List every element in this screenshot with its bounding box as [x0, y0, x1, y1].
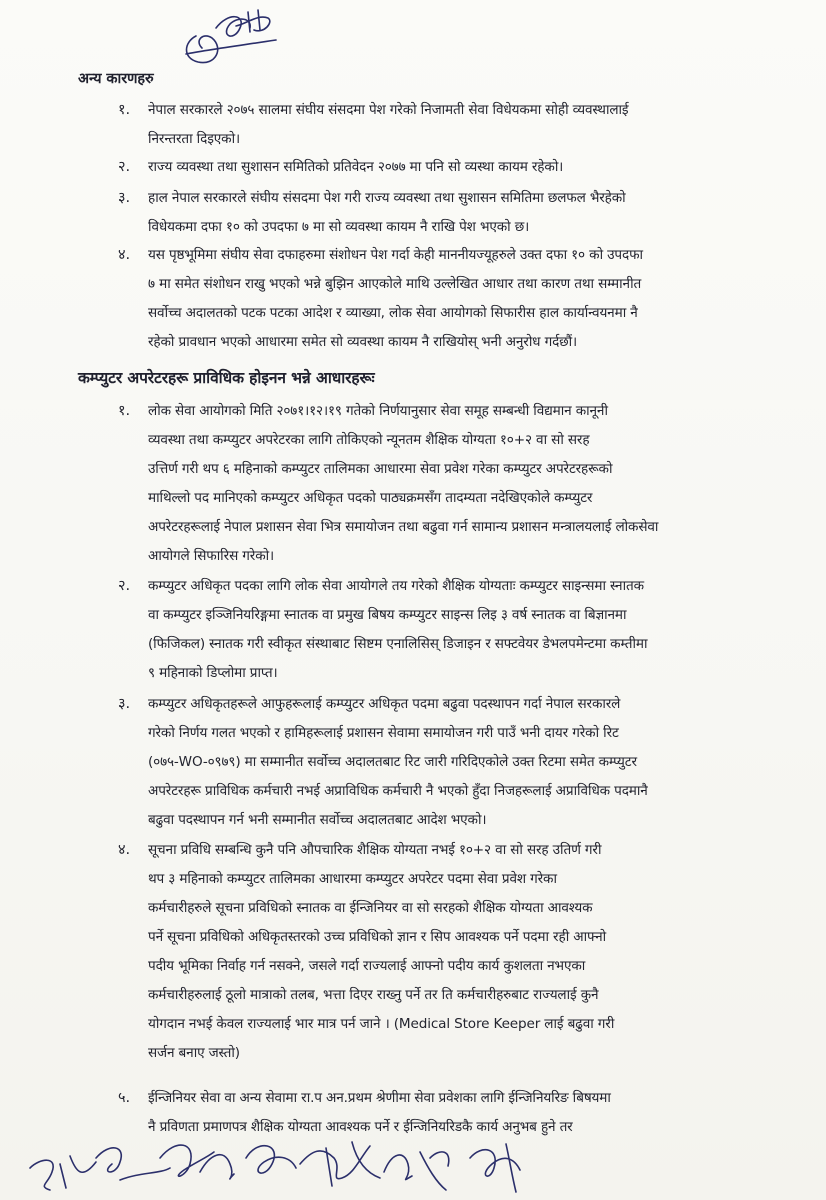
item-line: राज्य व्यवस्था तथा सुशासन समितिको प्रतिवेदन २०७७ मा पनि सो व्यस्था कायम रहेको।: [148, 159, 564, 175]
item-line: रहेको प्रावधान भएको आधारमा समेत सो व्यवस्था कायम नै राखियोस् भनी अनुरोध गर्दछौं।: [148, 334, 578, 350]
item-line: कर्मचारीहरुले सूचना प्रविधिको स्नातक वा ईन्जिनियर वा सो सरहको शैक्षिक योग्यता आवश्यक: [148, 900, 593, 916]
heading-other-reasons: अन्य कारणहरु: [78, 71, 154, 87]
item-line: वा कम्प्युटर इञ्जिनियरिङ्गमा स्नातक वा प्रमुख बिषय कम्प्युटर साइन्स लिइ ३ वर्ष स्नातक वा बिज्ञानमा: [148, 607, 627, 623]
item-line: सूचना प्रविधि सम्बन्धि कुनै पनि औपचारिक शैक्षिक योग्यता नभई १०+२ वा सो सरह उतिर्ण गरी: [148, 842, 602, 858]
item-line: व्यवस्था तथा कम्प्युटर अपरेटरका लागि तोकिएको न्यूनतम शैक्षिक योग्यता १०+२ वा सो सरह: [148, 432, 590, 448]
item-line: निरन्तरता दिइएको।: [148, 131, 240, 147]
item-line: ईन्जिनियर सेवा वा अन्य सेवामा रा.प अन.प्रथम श्रेणीमा सेवा प्रवेशका लागि ईन्जिनियरिङ बिषयमा: [148, 1090, 611, 1106]
item-line: बढुवा पदस्थापन गर्न भनी सम्मानीत सर्वोच्च अदालतबाट आदेश भएको।: [148, 812, 487, 828]
item-line: अपरेटरहरू प्राविधिक कर्मचारी नभई अप्राविधिक कर्मचारी नै भएको हुँदा निजहरूलाई अप्राविधिक पदमानै: [148, 783, 648, 799]
heading-operator-section: कम्प्युटर अपरेटरहरू प्राविधिक होइनन भन्ने आधारहरूः: [78, 369, 375, 387]
item-line: हाल नेपाल सरकारले संघीय संसदमा पेश गरी राज्य व्यवस्था तथा सुशासन समितिमा छलफल भैरहेको: [148, 190, 626, 206]
item-line: माथिल्लो पद मानिएको कम्प्युटर अधिकृत पदको पाठ्यक्रमसँग तादम्यता नदेखिएकोले कम्प्युटर: [148, 490, 593, 506]
item-number: २.: [118, 578, 131, 594]
item-number: १.: [118, 403, 131, 419]
item-line: गरेको निर्णय गलत भएको र हामिहरूलाई प्रशासन सेवामा समायोजन गरी पाउँ भनी दायर गरेको रिट: [148, 725, 619, 741]
item-line: (०७५-WO-०९७९) मा सम्मानीत सर्वोच्च अदालतबाट रिट जारी गरिदिएकोले उक्त रिटमा समेत कम्प्युटर: [148, 754, 637, 770]
item-line: नै प्रविणता प्रमाणपत्र शैक्षिक योग्यता आवश्यक पर्ने र ईन्जिनियरिडकै कार्य अनुभब हुने तर: [148, 1119, 573, 1135]
item-line: योगदान नभई केवल राज्यलाई भार मात्र पर्न जाने । (Medical Store Keeper लाई बढुवा गरी: [148, 1016, 615, 1032]
item-number: १.: [118, 102, 131, 118]
item-line: सर्जन बनाए जस्तो): [148, 1045, 240, 1061]
item-number: ४.: [118, 247, 131, 263]
item-line: यस पृष्ठभूमिमा संघीय सेवा दफाहरुमा संशोधन पेश गर्दा केही माननीयज्यूहरुले उक्त दफा १० को उपदफा: [148, 247, 643, 263]
item-number: ५.: [118, 1090, 131, 1106]
item-number: २.: [118, 159, 131, 175]
item-line: कम्प्युटर अधिकृतहरूले आफुहरूलाई कम्प्युटर अधिकृत पदमा बढुवा पदस्थापन गर्दा नेपाल सरकारले: [148, 696, 621, 712]
item-line: उत्तिर्ण गरी थप ६ महिनाको कम्प्युटर तालिमका आधारमा सेवा प्रवेश गरेका कम्प्युटर अपरेटरहरूको: [148, 461, 613, 477]
item-line: अपरेटरहरूलाई नेपाल प्रशासन सेवा भित्र समायोजन तथा बढुवा गर्न सामान्य प्रशासन मन्त्रालयलाई लोकसेवा: [148, 519, 659, 535]
item-number: ३.: [118, 190, 131, 206]
item-line: सर्वोच्च अदालतको पटक पटका आदेश र व्याख्या, लोक सेवा आयोगको सिफारीस हाल कार्यान्वयनमा नै: [148, 305, 638, 321]
item-line: कर्मचारीहरुलाई ठूलो मात्राको तलब, भत्ता दिएर राख्नु पर्ने तर ति कर्मचारीहरुबाट राज्यलाई कुनै: [148, 987, 599, 1003]
item-number: ३.: [118, 696, 131, 712]
item-number: ४.: [118, 842, 131, 858]
item-line: पदीय भूमिका निर्वाह गर्न नसक्ने, जसले गर्दा राज्यलाई आफ्नो पदीय कार्य कुशलता नभएका: [148, 958, 586, 974]
item-line: विधेयकमा दफा १० को उपदफा ७ मा सो व्यवस्था कायम नै राखि पेश भएको छ।: [148, 219, 530, 235]
item-line: ९ महिनाको डिप्लोमा प्राप्त।: [148, 665, 278, 681]
item-line: (फिजिकल) स्नातक गरी स्वीकृत संस्थाबाट सिष्टम एनालिसिस् डिजाइन र सफ्टवेयर डेभलपमेन्टमा कम्तीमा: [148, 636, 648, 652]
top-signature: [176, 6, 286, 70]
item-line: पर्ने सूचना प्रविधिको अधिकृतस्तरको उच्च प्रविधिको ज्ञान र सिप आवश्यक पर्ने पदमा रही आफ्नो: [148, 929, 607, 945]
item-line: ७ मा समेत संशोधन राखु भएको भन्ने बुझिन आएकोले माथि उल्लेखित आधार तथा कारण तथा सम्मानीत: [148, 276, 642, 292]
item-line: आयोगले सिफारिस गरेको।: [148, 548, 275, 564]
item-line: कम्प्युटर अधिकृत पदका लागि लोक सेवा आयोगले तय गरेको शैक्षिक योग्यताः कम्प्युटर साइन्समा स्नातक: [148, 578, 644, 594]
item-line: थप ३ महिनाको कम्प्युटर तालिमका आधारमा कम्प्युटर अपरेटर पदमा सेवा प्रवेश गरेका: [148, 871, 557, 887]
item-line: नेपाल सरकारले २०७५ सालमा संघीय संसदमा पेश गरेको निजामती सेवा विधेयकमा सोही व्यवस्थालाई: [148, 102, 629, 118]
item-line: लोक सेवा आयोगको मिति २०७१।१२।१९ गतेको निर्णयानुसार सेवा समूह सम्बन्धी विद्यमान कानूनी: [148, 403, 608, 419]
